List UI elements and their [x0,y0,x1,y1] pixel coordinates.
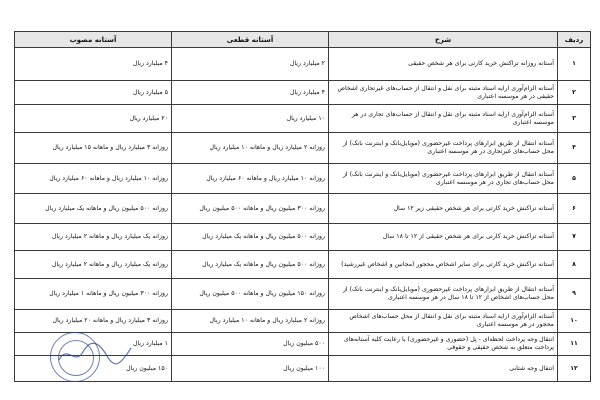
table-row [15,310,591,333]
row-approved: ۵ میلیارد ریال [15,81,172,105]
row-desc: آستانه تراکنش خرید کارتی برای هر شخص حقیقی زیر ۱۲ سال [329,194,558,224]
row-fixed: روزانه ۱۵۰ میلیون ریال و ماهانه ۵۰۰ میلیون ریال [172,279,329,310]
row-desc: آستانه تراکنش خرید کارتی برای سایر اشخاص محجور (مجانین و اشخاص غیررشید) [329,251,558,279]
row-approved: روزانه ۳۰۰ میلیون ریال و ماهانه ۱ میلیارد ریال [15,279,172,310]
row-desc: آستانه الزام‌آوری ارایه اسناد مثبته برای نقل و انتقال از محل حساب‌های اشخاص محجور در هر موسسه اعتباری [329,310,558,333]
table-row [15,48,591,81]
row-approved: روزانه یک میلیارد ریال و ماهانه ۲ میلیارد ریال [15,224,172,251]
row-fixed: ۴ میلیارد ریال [172,81,329,105]
thresholds-table [14,31,591,382]
row-desc: آستانه تراکنش خرید کارتی برای هر شخص حقیقی از ۱۲ تا ۱۸ سال [329,224,558,251]
row-approved: روزانه ۱۰ میلیارد ریال و ماهانه ۶۰ میلیارد ریال [15,164,172,194]
row-fixed: روزانه ۳۰۰ میلیون ریال و ماهانه ۵۰۰ میلیون ریال [172,194,329,224]
row-desc: انتقال وجه پرداخت لحظه‌ای - پل (حضوری و غیرحضوری) با رعایت کلیه آستانه‌های پرداخت متعلق به شخص حقیقی و حقوقی [329,333,558,356]
row-fixed: روزانه ۵۰۰ میلیون ریال و ماهانه یک میلیارد ریال [172,251,329,279]
row-approved: ۱۵۰ میلیون ریال [15,356,172,382]
header-approved: آستانه مصوب [15,32,172,48]
row-approved: ۲۰ میلیارد ریال [15,105,172,133]
row-desc: آستانه روزانه تراکنش خرید کارتی برای هر شخص حقیقی [329,48,558,81]
row-num: ۷ [558,224,591,251]
row-desc: آستانه انتقال از طریق ابزارهای پرداخت غیرحضوری (موبایل‌بانک و اینترنت بانک) از محل حساب‌های غیرتجاری در هر موسسه اعتباری [329,133,558,164]
row-num: ۱۱ [558,333,591,356]
table-row [15,251,591,279]
row-fixed: روزانه ۵۰۰ میلیون ریال و ماهانه یک میلیارد ریال [172,224,329,251]
table-row [15,133,591,164]
header-fixed: آستانه قطعی [172,32,329,48]
row-fixed: ۱۰۰ میلیون ریال [172,356,329,382]
row-approved: ۱ میلیارد ریال [15,333,172,356]
table-row [15,105,591,133]
row-approved: روزانه ۳ میلیارد ریال و ماهانه ۲۰ میلیارد ریال [15,310,172,333]
row-num: ۲ [558,81,591,105]
row-desc: آستانه الزام‌آوری ارایه اسناد مثبته برای نقل و انتقال از حساب‌های غیرتجاری اشخاص حقیقی در هر موسسه اعتباری [329,81,558,105]
row-fixed: ۲ میلیارد ریال [172,48,329,81]
row-approved: ۴ میلیارد ریال [15,48,172,81]
row-fixed: روزانه ۱۰ میلیارد ریال و ماهانه ۶۰ میلیارد ریال [172,164,329,194]
row-desc: آستانه الزام‌آوری ارایه اسناد مثبته برای نقل و انتقال از حساب‌های تجاری در هر موسسه اعتباری [329,105,558,133]
table-row [15,81,591,105]
table-row [15,164,591,194]
row-approved: روزانه ۳ میلیارد ریال و ماهانه ۱۵ میلیارد ریال [15,133,172,164]
table-row [15,224,591,251]
header-desc: شرح [329,32,558,48]
table-row [15,279,591,310]
row-fixed: روزانه ۲ میلیارد ریال و ماهانه ۱۰ میلیارد ریال [172,310,329,333]
row-num: ۱۲ [558,356,591,382]
row-fixed: روزانه ۲ میلیارد ریال و ماهانه ۱۰ میلیارد ریال [172,133,329,164]
row-num: ۳ [558,105,591,133]
row-fixed: ۱۰ میلیارد ریال [172,105,329,133]
row-desc: آستانه انتقال از طریق ابزارهای پرداخت غیرحضوری (موبایل‌بانک و اینترنت بانک) از محل حساب‌های تجاری در هر موسسه اعتباری [329,164,558,194]
row-fixed: ۵۰۰ میلیون ریال [172,333,329,356]
row-num: ۱۰ [558,310,591,333]
signature-mark [55,338,135,368]
header-num: ردیف [558,32,591,48]
row-num: ۸ [558,251,591,279]
row-desc: آستانه انتقال از طریق ابزارهای پرداخت غیرحضوری (موبایل‌بانک و اینترنت بانک) از محل حساب‌های اشخاص از ۱۲ تا ۱۸ سال در هر موسسه اعتباری [329,279,558,310]
row-num: ۹ [558,279,591,310]
row-num: ۵ [558,164,591,194]
row-desc: انتقال وجه شتابی [329,356,558,382]
row-approved: روزانه ۵۰۰ میلیون ریال و ماهانه یک میلیارد ریال [15,194,172,224]
row-num: ۱ [558,48,591,81]
row-num: ۴ [558,133,591,164]
table-row [15,194,591,224]
row-approved: روزانه یک میلیارد ریال و ماهانه ۲ میلیارد ریال [15,251,172,279]
table-header-row [15,32,591,48]
row-num: ۶ [558,194,591,224]
